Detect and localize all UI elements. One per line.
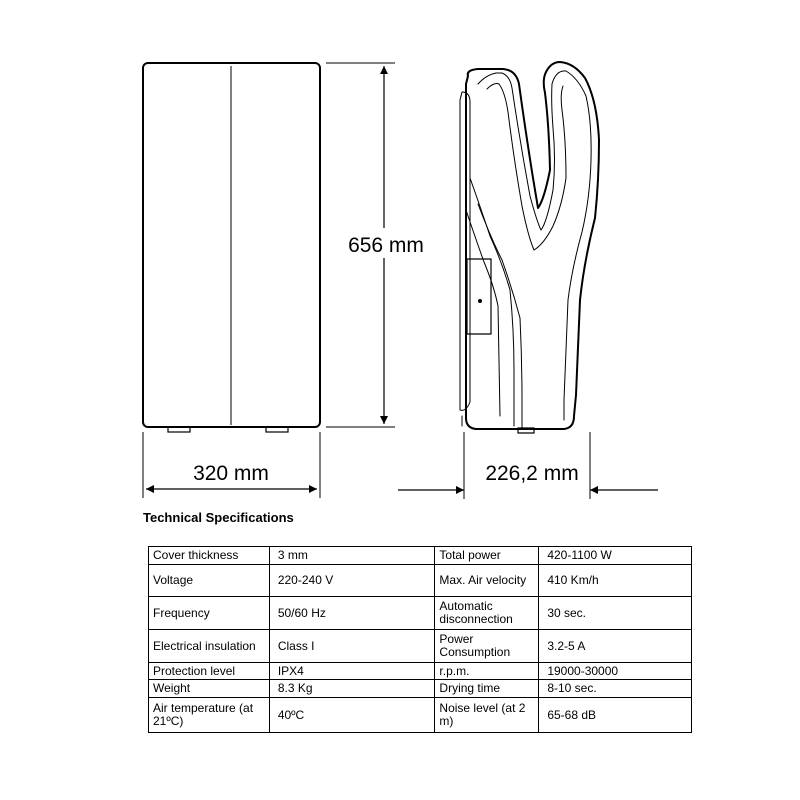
spec-table	[148, 546, 692, 733]
spec-value: 410 Km/h	[539, 565, 692, 597]
height-dimension	[326, 63, 434, 427]
spec-value: 3.2-5 A	[539, 630, 692, 663]
spec-value: 3 mm	[269, 547, 435, 565]
depth-dimension	[398, 432, 658, 499]
spec-label: Total power	[435, 547, 539, 565]
side-sensor	[478, 299, 482, 303]
spec-label: Max. Air velocity	[435, 565, 539, 597]
spec-label: Protection level	[149, 663, 270, 680]
side-inner-contour-3	[470, 178, 514, 426]
front-view	[143, 63, 320, 432]
table-row	[149, 565, 692, 597]
width-dimension	[143, 432, 320, 498]
spec-label: Power Consumption	[435, 630, 539, 663]
spec-value: Class I	[269, 630, 435, 663]
spec-label: Automatic disconnection	[435, 597, 539, 630]
spec-value: IPX4	[269, 663, 435, 680]
spec-value: 65-68 dB	[539, 698, 692, 733]
spec-value: 420-1100 W	[539, 547, 692, 565]
spec-value: 8-10 sec.	[539, 680, 692, 698]
table-row	[149, 698, 692, 733]
height-label: 656 mm	[348, 234, 424, 257]
side-inner-contour-5	[466, 210, 500, 416]
spec-label: Air temperature (at 21ºC)	[149, 698, 270, 733]
spec-label: Frequency	[149, 597, 270, 630]
spec-value: 8.3 Kg	[269, 680, 435, 698]
spec-label: r.p.m.	[435, 663, 539, 680]
spec-value: 40ºC	[269, 698, 435, 733]
table-row	[149, 630, 692, 663]
spec-value: 50/60 Hz	[269, 597, 435, 630]
depth-label: 226,2 mm	[485, 462, 579, 485]
spec-label: Drying time	[435, 680, 539, 698]
spec-label: Cover thickness	[149, 547, 270, 565]
width-label: 320 mm	[193, 462, 269, 485]
spec-label: Weight	[149, 680, 270, 698]
table-row	[149, 547, 692, 565]
spec-value: 220-240 V	[269, 565, 435, 597]
spec-label: Electrical insulation	[149, 630, 270, 663]
spec-label: Voltage	[149, 565, 270, 597]
table-row	[149, 597, 692, 630]
spec-value: 19000-30000	[539, 663, 692, 680]
table-row	[149, 663, 692, 680]
side-view	[460, 62, 599, 433]
spec-value: 30 sec.	[539, 597, 692, 630]
table-row	[149, 680, 692, 698]
spec-label: Noise level (at 2 m)	[435, 698, 539, 733]
spec-title: Technical Specifications	[143, 510, 294, 525]
